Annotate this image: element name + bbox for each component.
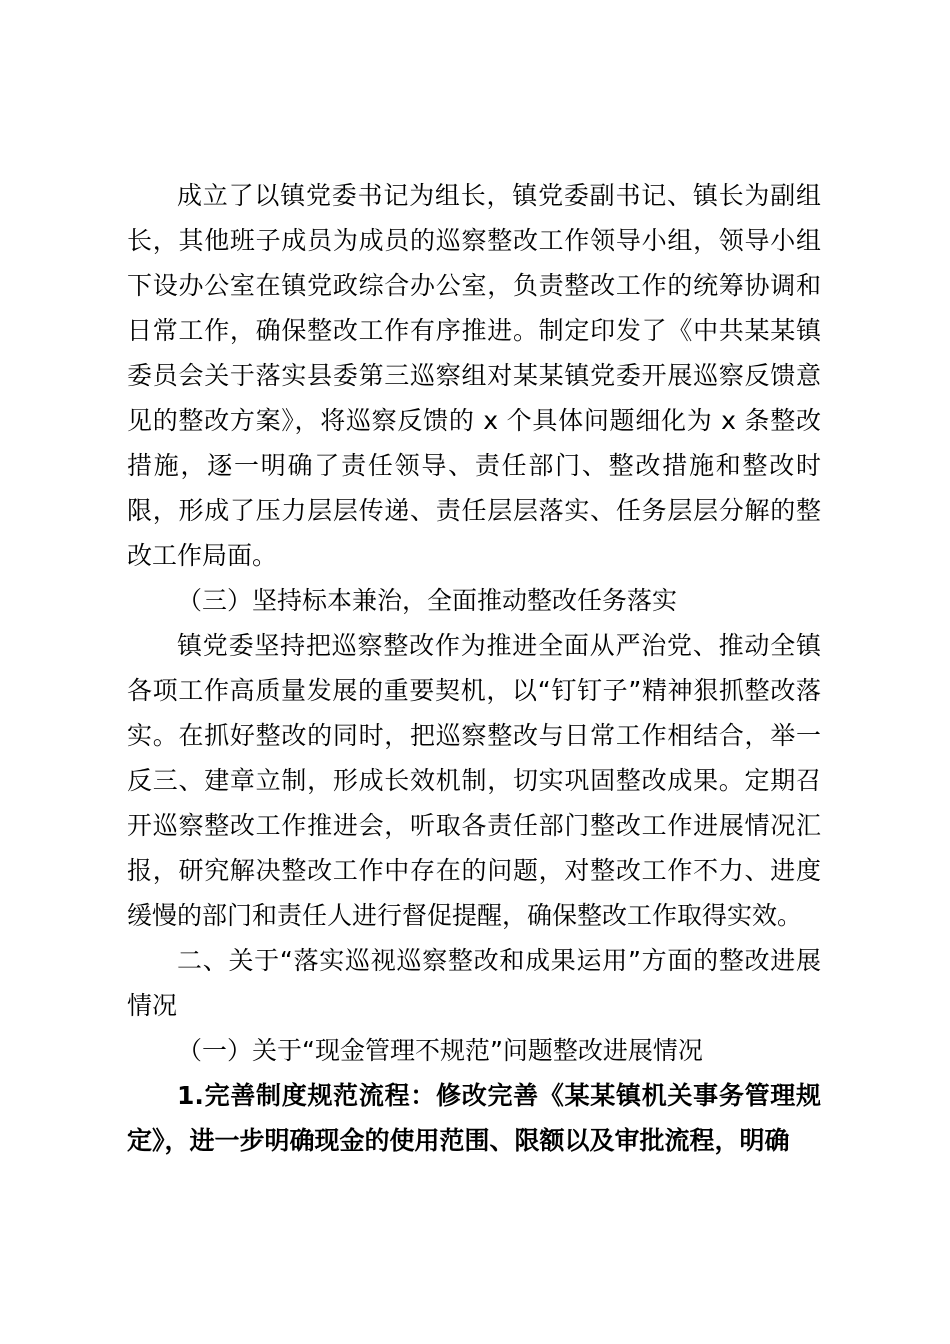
body-paragraph: 镇党委坚持把巡察整改作为推进全面从严治党、推动全镇各项工作高质量发展的重要契机，以“钉钉子”精神狠抓整改落实。在抓好整改的同时，把巡察整改与日常工作相结合，举一反三、建章立制，形成长效机制，切实巩固整改成果。定期召开巡察整改工作推进会，听取各责任部门整改工作进展情况汇报，研究解决整改工作中存在的问题，对整改工作不力、进度缓慢的部门和责任人进行督促提醒，确保整改工作取得实效。: [127, 631, 821, 930]
subsection-heading: （一）关于“现金管理不规范”问题整改进展情况: [177, 1036, 703, 1065]
body-paragraph: 成立了以镇党委书记为组长，镇党委副书记、镇长为副组长，其他班子成员为成员的巡察整改工作领导小组，领导小组下设办公室在镇党政综合办公室，负责整改工作的统筹协调和日常工作，确保整改工作有序推进。制定印发了《中共某某镇委员会关于落实县委第三巡察组对某某镇党委开展巡察反馈意见的整改方案》，将巡察反馈的 x 个具体问题细化为 x 条整改措施，逐一明确了责任领导、责任部门、整改措施和整改时限，形成了压力层层传递、责任层层落实、任务层层分解的整改工作局面。: [127, 181, 821, 570]
chapter-heading: 二、关于“落实巡视巡察整改和成果运用”方面的整改进展情况: [127, 946, 821, 1020]
bold-item-paragraph: 1.完善制度规范流程：修改完善《某某镇机关事务管理规定》，进一步明确现金的使用范围、限额以及审批流程，明确: [127, 1081, 821, 1155]
section-heading: （三）坚持标本兼治，全面推动整改任务落实: [177, 586, 678, 615]
document-body: [127, 173, 821, 1163]
